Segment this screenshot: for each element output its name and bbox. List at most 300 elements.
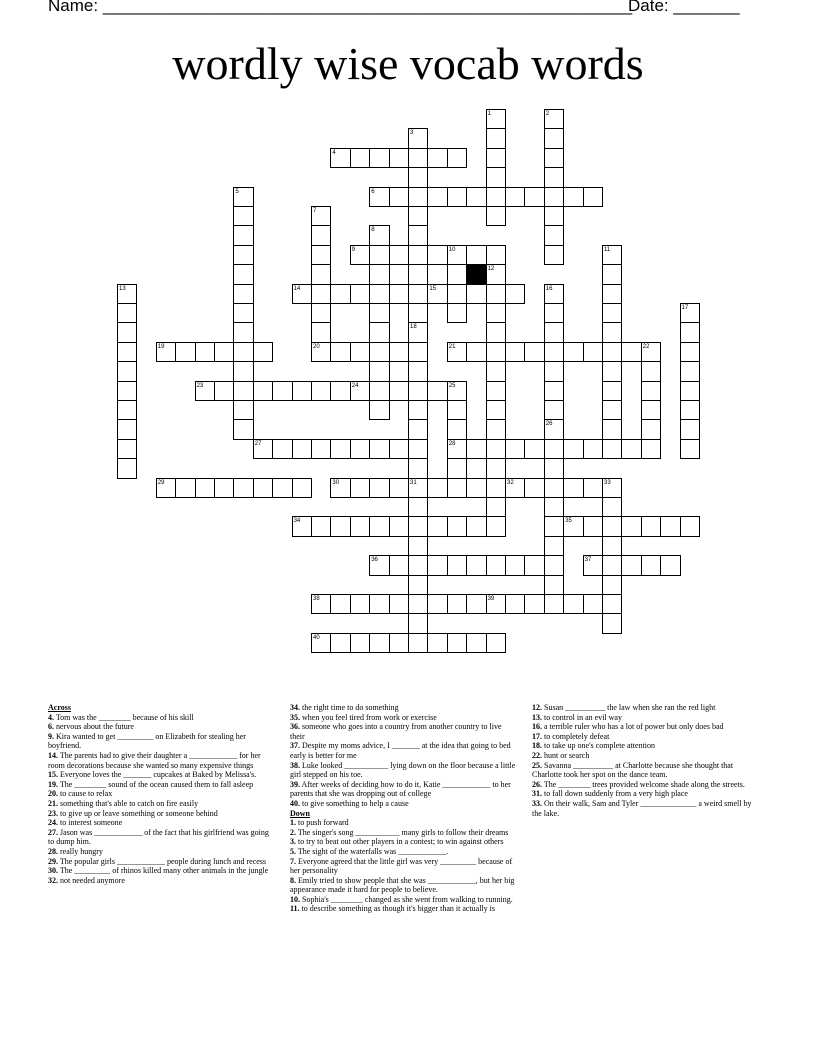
- across-clue: 38. Luke looked ___________ lying down on the floor because a little girl stepped on his toe.: [290, 760, 516, 780]
- grid-cell[interactable]: [272, 439, 292, 459]
- grid-cell[interactable]: [117, 439, 137, 459]
- grid-cell[interactable]: [680, 322, 700, 342]
- grid-cell[interactable]: [544, 478, 564, 498]
- grid-cell[interactable]: [447, 381, 467, 401]
- clue-number: 27: [254, 440, 262, 447]
- grid-cell[interactable]: [233, 342, 253, 362]
- grid-cell[interactable]: [486, 633, 506, 653]
- grid-cell[interactable]: [602, 555, 622, 575]
- grid-cell[interactable]: [447, 284, 467, 304]
- grid-cell[interactable]: [408, 361, 428, 381]
- grid-cell[interactable]: [466, 284, 486, 304]
- grid-cell[interactable]: [350, 148, 370, 168]
- grid-cell[interactable]: [408, 536, 428, 556]
- grid-cell[interactable]: [408, 342, 428, 362]
- grid-cell[interactable]: [680, 400, 700, 420]
- grid-cell[interactable]: [583, 555, 603, 575]
- grid-cell[interactable]: [408, 478, 428, 498]
- grid-cell[interactable]: [389, 555, 409, 575]
- grid-cell[interactable]: [389, 342, 409, 362]
- grid-cell[interactable]: [544, 497, 564, 517]
- grid-cell[interactable]: [544, 342, 564, 362]
- grid-cell[interactable]: [524, 478, 544, 498]
- grid-cell[interactable]: [486, 187, 506, 207]
- grid-cell[interactable]: [233, 478, 253, 498]
- grid-cell[interactable]: [233, 245, 253, 265]
- grid-cell[interactable]: [311, 633, 331, 653]
- grid-cell[interactable]: [524, 594, 544, 614]
- grid-cell[interactable]: [330, 381, 350, 401]
- grid-cell[interactable]: [486, 128, 506, 148]
- grid-cell[interactable]: [253, 381, 273, 401]
- grid-cell[interactable]: [408, 516, 428, 536]
- grid-cell[interactable]: [486, 478, 506, 498]
- grid-cell[interactable]: [156, 478, 176, 498]
- grid-cell[interactable]: [117, 400, 137, 420]
- grid-cell[interactable]: [602, 613, 622, 633]
- grid-cell[interactable]: [117, 458, 137, 478]
- grid-cell[interactable]: [602, 594, 622, 614]
- grid-cell[interactable]: [680, 439, 700, 459]
- grid-cell[interactable]: [233, 206, 253, 226]
- grid-cell[interactable]: [408, 439, 428, 459]
- grid-cell[interactable]: [486, 458, 506, 478]
- grid-cell[interactable]: [330, 342, 350, 362]
- grid-cell[interactable]: [389, 439, 409, 459]
- grid-cell[interactable]: [369, 594, 389, 614]
- grid-cell[interactable]: [408, 400, 428, 420]
- grid-cell[interactable]: [641, 516, 661, 536]
- grid-cell[interactable]: [621, 439, 641, 459]
- grid-cell[interactable]: [602, 400, 622, 420]
- grid-cell[interactable]: [233, 419, 253, 439]
- grid-cell[interactable]: [524, 555, 544, 575]
- grid-cell[interactable]: [680, 361, 700, 381]
- grid-cell[interactable]: [447, 555, 467, 575]
- grid-cell[interactable]: [369, 400, 389, 420]
- grid-cell[interactable]: [369, 225, 389, 245]
- grid-cell[interactable]: [292, 284, 312, 304]
- clue-number: 22: [642, 343, 650, 350]
- grid-cell[interactable]: [330, 633, 350, 653]
- grid-cell[interactable]: [175, 478, 195, 498]
- date-field[interactable]: Date: _______: [628, 0, 740, 15]
- grid-cell[interactable]: [486, 555, 506, 575]
- grid-cell[interactable]: [292, 478, 312, 498]
- grid-cell[interactable]: [427, 245, 447, 265]
- grid-cell[interactable]: [466, 633, 486, 653]
- grid-cell[interactable]: [369, 381, 389, 401]
- grid-cell[interactable]: [369, 633, 389, 653]
- grid-cell[interactable]: [466, 594, 486, 614]
- grid-cell[interactable]: [389, 516, 409, 536]
- grid-cell[interactable]: [486, 439, 506, 459]
- grid-cell[interactable]: [233, 187, 253, 207]
- grid-cell[interactable]: [408, 497, 428, 517]
- grid-cell[interactable]: [195, 342, 215, 362]
- grid-cell[interactable]: [486, 109, 506, 129]
- grid-cell[interactable]: [369, 187, 389, 207]
- grid-cell[interactable]: [408, 206, 428, 226]
- grid-cell[interactable]: [602, 439, 622, 459]
- grid-cell[interactable]: [544, 555, 564, 575]
- grid-cell[interactable]: [389, 187, 409, 207]
- grid-cell[interactable]: [486, 419, 506, 439]
- grid-cell[interactable]: [117, 361, 137, 381]
- grid-cell[interactable]: [544, 381, 564, 401]
- grid-cell[interactable]: [447, 458, 467, 478]
- grid-cell[interactable]: [486, 303, 506, 323]
- grid-cell[interactable]: [369, 361, 389, 381]
- grid-cell[interactable]: [408, 303, 428, 323]
- grid-cell[interactable]: [214, 342, 234, 362]
- grid-cell[interactable]: [505, 555, 525, 575]
- grid-cell[interactable]: [350, 439, 370, 459]
- grid-cell[interactable]: [369, 342, 389, 362]
- grid-cell[interactable]: [447, 303, 467, 323]
- grid-cell[interactable]: [602, 322, 622, 342]
- grid-cell[interactable]: [311, 225, 331, 245]
- grid-cell[interactable]: [602, 284, 622, 304]
- grid-cell[interactable]: [486, 167, 506, 187]
- grid-cell[interactable]: [447, 419, 467, 439]
- grid-cell[interactable]: [505, 594, 525, 614]
- grid-cell[interactable]: [466, 439, 486, 459]
- grid-cell[interactable]: [641, 555, 661, 575]
- grid-cell[interactable]: [292, 516, 312, 536]
- grid-cell[interactable]: [233, 225, 253, 245]
- grid-cell[interactable]: [408, 128, 428, 148]
- grid-cell[interactable]: [389, 381, 409, 401]
- grid-cell[interactable]: [389, 478, 409, 498]
- grid-cell[interactable]: [427, 148, 447, 168]
- grid-cell[interactable]: [253, 342, 273, 362]
- grid-cell[interactable]: [680, 419, 700, 439]
- grid-cell[interactable]: [544, 148, 564, 168]
- grid-cell[interactable]: [544, 322, 564, 342]
- grid-cell[interactable]: [311, 206, 331, 226]
- grid-cell[interactable]: [369, 148, 389, 168]
- grid-cell[interactable]: [408, 633, 428, 653]
- grid-cell[interactable]: [680, 516, 700, 536]
- grid-cell[interactable]: [563, 439, 583, 459]
- grid-cell[interactable]: [447, 594, 467, 614]
- grid-cell[interactable]: [660, 516, 680, 536]
- grid-cell[interactable]: [486, 264, 506, 284]
- grid-cell[interactable]: [563, 478, 583, 498]
- grid-cell[interactable]: [486, 361, 506, 381]
- grid-cell[interactable]: [117, 284, 137, 304]
- grid-cell[interactable]: [350, 245, 370, 265]
- grid-cell[interactable]: [369, 322, 389, 342]
- grid-cell[interactable]: [602, 381, 622, 401]
- grid-cell[interactable]: [195, 381, 215, 401]
- grid-cell[interactable]: [524, 342, 544, 362]
- grid-cell[interactable]: [466, 342, 486, 362]
- grid-cell[interactable]: [505, 478, 525, 498]
- grid-cell[interactable]: [660, 555, 680, 575]
- grid-cell[interactable]: [544, 225, 564, 245]
- grid-cell[interactable]: [486, 381, 506, 401]
- grid-cell[interactable]: [330, 478, 350, 498]
- grid-cell[interactable]: [156, 342, 176, 362]
- grid-cell[interactable]: [544, 187, 564, 207]
- grid-cell[interactable]: [680, 381, 700, 401]
- grid-cell[interactable]: [447, 148, 467, 168]
- grid-cell[interactable]: [350, 342, 370, 362]
- grid-cell[interactable]: [311, 381, 331, 401]
- grid-cell[interactable]: [621, 555, 641, 575]
- grid-cell[interactable]: [524, 187, 544, 207]
- grid-cell[interactable]: [117, 419, 137, 439]
- grid-cell[interactable]: [447, 400, 467, 420]
- grid-cell[interactable]: [292, 381, 312, 401]
- grid-cell[interactable]: [583, 342, 603, 362]
- grid-cell[interactable]: [486, 148, 506, 168]
- across-clue: 30. The _________ of rhinos killed many other animals in the jungle: [48, 866, 269, 876]
- grid-cell[interactable]: [505, 439, 525, 459]
- grid-cell[interactable]: [602, 478, 622, 498]
- grid-cell[interactable]: [233, 361, 253, 381]
- grid-cell[interactable]: [233, 322, 253, 342]
- grid-cell[interactable]: [486, 322, 506, 342]
- grid-cell[interactable]: [427, 284, 447, 304]
- grid-cell[interactable]: [408, 594, 428, 614]
- grid-cell[interactable]: [175, 342, 195, 362]
- grid-cell[interactable]: [427, 381, 447, 401]
- grid-cell[interactable]: [233, 303, 253, 323]
- grid-cell[interactable]: [253, 439, 273, 459]
- grid-cell[interactable]: [544, 167, 564, 187]
- grid-cell[interactable]: [369, 516, 389, 536]
- grid-cell[interactable]: [389, 148, 409, 168]
- grid-cell[interactable]: [621, 342, 641, 362]
- grid-cell[interactable]: [447, 187, 467, 207]
- grid-cell[interactable]: [447, 516, 467, 536]
- grid-cell[interactable]: [641, 419, 661, 439]
- clue-number: 9: [351, 246, 356, 253]
- grid-cell[interactable]: [311, 303, 331, 323]
- grid-cell[interactable]: [350, 381, 370, 401]
- grid-cell[interactable]: [369, 264, 389, 284]
- grid-cell[interactable]: [486, 594, 506, 614]
- grid-cell[interactable]: [408, 613, 428, 633]
- grid-cell[interactable]: [233, 264, 253, 284]
- grid-cell[interactable]: [486, 284, 506, 304]
- grid-cell[interactable]: [466, 516, 486, 536]
- grid-cell[interactable]: [466, 478, 486, 498]
- grid-cell[interactable]: [389, 594, 409, 614]
- grid-cell[interactable]: [311, 594, 331, 614]
- grid-cell[interactable]: [544, 458, 564, 478]
- grid-cell[interactable]: [602, 361, 622, 381]
- grid-cell[interactable]: [544, 361, 564, 381]
- clue-number: 6: [371, 188, 375, 195]
- grid-cell[interactable]: [563, 594, 583, 614]
- grid-cell[interactable]: [117, 303, 137, 323]
- grid-cell[interactable]: [369, 303, 389, 323]
- grid-cell[interactable]: [311, 264, 331, 284]
- grid-cell[interactable]: [389, 245, 409, 265]
- grid-cell[interactable]: [311, 439, 331, 459]
- grid-cell[interactable]: [408, 148, 428, 168]
- grid-cell[interactable]: [602, 245, 622, 265]
- grid-cell[interactable]: [214, 478, 234, 498]
- grid-cell[interactable]: [272, 381, 292, 401]
- grid-cell[interactable]: [389, 633, 409, 653]
- grid-cell[interactable]: [311, 322, 331, 342]
- grid-cell[interactable]: [486, 497, 506, 517]
- grid-cell[interactable]: [117, 342, 137, 362]
- grid-cell[interactable]: [350, 478, 370, 498]
- grid-cell[interactable]: [602, 536, 622, 556]
- grid-cell[interactable]: [350, 633, 370, 653]
- grid-cell[interactable]: [563, 187, 583, 207]
- grid-cell[interactable]: [583, 478, 603, 498]
- grid-cell[interactable]: [544, 284, 564, 304]
- grid-cell[interactable]: [466, 555, 486, 575]
- grid-cell[interactable]: [408, 381, 428, 401]
- page-title: wordly wise vocab words: [172, 38, 644, 89]
- grid-cell[interactable]: [233, 381, 253, 401]
- grid-cell[interactable]: [583, 594, 603, 614]
- grid-cell[interactable]: [466, 187, 486, 207]
- grid-cell[interactable]: [427, 633, 447, 653]
- grid-cell[interactable]: [680, 342, 700, 362]
- grid-cell[interactable]: [311, 245, 331, 265]
- grid-cell[interactable]: [505, 342, 525, 362]
- grid-cell[interactable]: [544, 516, 564, 536]
- grid-cell[interactable]: [641, 439, 661, 459]
- grid-cell[interactable]: [447, 245, 467, 265]
- grid-cell[interactable]: [544, 439, 564, 459]
- grid-cell[interactable]: [544, 109, 564, 129]
- grid-cell[interactable]: [641, 400, 661, 420]
- grid-cell[interactable]: [544, 245, 564, 265]
- grid-cell[interactable]: [427, 478, 447, 498]
- grid-cell[interactable]: [330, 439, 350, 459]
- grid-cell[interactable]: [583, 439, 603, 459]
- grid-cell[interactable]: [466, 245, 486, 265]
- grid-cell[interactable]: [117, 381, 137, 401]
- grid-cell[interactable]: [505, 187, 525, 207]
- grid-cell[interactable]: [505, 284, 525, 304]
- grid-cell[interactable]: [602, 575, 622, 595]
- grid-cell[interactable]: [427, 555, 447, 575]
- grid-cell[interactable]: [408, 555, 428, 575]
- grid-cell[interactable]: [602, 497, 622, 517]
- grid-cell[interactable]: [408, 187, 428, 207]
- grid-cell[interactable]: [233, 284, 253, 304]
- clue-number: 3: [410, 130, 414, 137]
- grid-cell[interactable]: [330, 148, 350, 168]
- grid-cell[interactable]: [544, 575, 564, 595]
- grid-cell[interactable]: [583, 187, 603, 207]
- grid-cell[interactable]: [447, 633, 467, 653]
- grid-cell[interactable]: [408, 575, 428, 595]
- grid-cell[interactable]: [544, 594, 564, 614]
- grid-cell[interactable]: [563, 342, 583, 362]
- grid-cell[interactable]: [350, 594, 370, 614]
- grid-cell[interactable]: [330, 284, 350, 304]
- grid-cell[interactable]: [408, 284, 428, 304]
- grid-cell[interactable]: [311, 284, 331, 304]
- grid-cell[interactable]: [330, 516, 350, 536]
- grid-cell[interactable]: [544, 206, 564, 226]
- grid-cell[interactable]: [641, 361, 661, 381]
- grid-cell[interactable]: [369, 439, 389, 459]
- grid-cell[interactable]: [350, 516, 370, 536]
- grid-cell[interactable]: [641, 381, 661, 401]
- grid-cell[interactable]: [292, 439, 312, 459]
- grid-cell[interactable]: [602, 303, 622, 323]
- clue-number: 33: [604, 479, 611, 486]
- grid-cell[interactable]: [350, 284, 370, 304]
- grid-cell[interactable]: [621, 516, 641, 536]
- grid-cell[interactable]: [447, 439, 467, 459]
- grid-cell[interactable]: [272, 478, 292, 498]
- grid-cell[interactable]: [544, 536, 564, 556]
- grid-cell[interactable]: [195, 478, 215, 498]
- grid-cell[interactable]: [602, 516, 622, 536]
- grid-cell[interactable]: [389, 284, 409, 304]
- name-field[interactable]: Name: ________________________________________________________: [48, 0, 633, 15]
- grid-cell[interactable]: [214, 381, 234, 401]
- grid-cell[interactable]: [233, 400, 253, 420]
- grid-cell[interactable]: [427, 594, 447, 614]
- grid-cell[interactable]: [408, 167, 428, 187]
- grid-cell[interactable]: [369, 284, 389, 304]
- grid-cell[interactable]: [369, 245, 389, 265]
- grid-cell[interactable]: [330, 594, 350, 614]
- grid-cell[interactable]: [408, 322, 428, 342]
- grid-cell[interactable]: [563, 516, 583, 536]
- grid-cell[interactable]: [447, 478, 467, 498]
- grid-cell[interactable]: [544, 419, 564, 439]
- grid-cell[interactable]: [369, 478, 389, 498]
- grid-cell[interactable]: [486, 245, 506, 265]
- grid-cell[interactable]: [602, 264, 622, 284]
- grid-cell[interactable]: [583, 516, 603, 536]
- grid-cell[interactable]: [253, 478, 273, 498]
- grid-cell[interactable]: [369, 555, 389, 575]
- grid-cell[interactable]: [427, 187, 447, 207]
- grid-cell[interactable]: [544, 128, 564, 148]
- grid-cell[interactable]: [602, 342, 622, 362]
- grid-cell[interactable]: [311, 342, 331, 362]
- grid-cell[interactable]: [680, 303, 700, 323]
- grid-cell[interactable]: [544, 400, 564, 420]
- grid-cell[interactable]: [447, 264, 467, 284]
- grid-cell[interactable]: [486, 400, 506, 420]
- grid-cell[interactable]: [311, 516, 331, 536]
- grid-cell[interactable]: [427, 516, 447, 536]
- grid-cell[interactable]: [524, 439, 544, 459]
- grid-cell[interactable]: [486, 516, 506, 536]
- grid-cell[interactable]: [408, 225, 428, 245]
- grid-cell[interactable]: [408, 419, 428, 439]
- grid-cell[interactable]: [447, 342, 467, 362]
- grid-cell[interactable]: [408, 264, 428, 284]
- grid-cell[interactable]: [117, 322, 137, 342]
- grid-cell[interactable]: [486, 206, 506, 226]
- grid-cell[interactable]: [641, 342, 661, 362]
- grid-cell[interactable]: [544, 303, 564, 323]
- grid-cell[interactable]: [486, 342, 506, 362]
- grid-cell[interactable]: [602, 419, 622, 439]
- grid-cell[interactable]: [408, 245, 428, 265]
- grid-cell[interactable]: [408, 458, 428, 478]
